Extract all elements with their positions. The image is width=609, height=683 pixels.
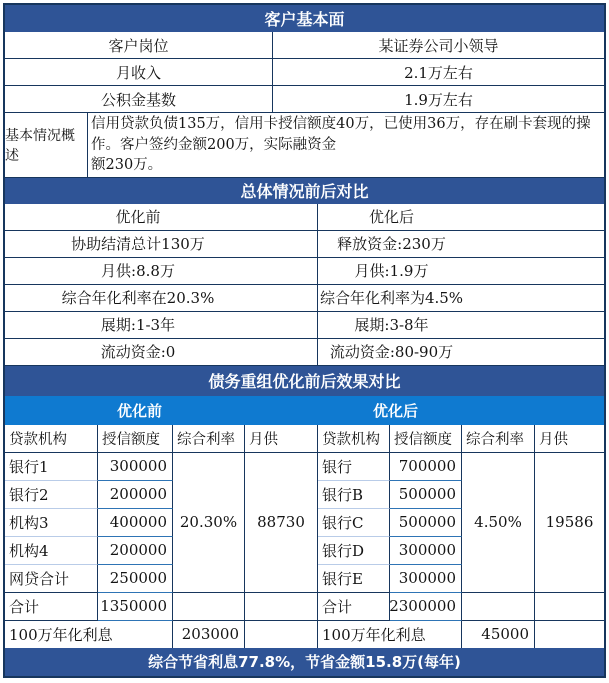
monthly-payment-before-value: 88730 xyxy=(245,453,318,593)
debt-subheader-row xyxy=(5,396,604,425)
report-table xyxy=(3,3,606,678)
total-label-before: 合计 xyxy=(5,593,98,621)
column-header-rate: 综合利率 xyxy=(173,425,245,453)
customer-role-value: 某证券公司小领导 xyxy=(273,32,604,59)
credit-amount: 700000 xyxy=(390,453,462,481)
table-row xyxy=(5,32,604,59)
overview-paragraph: 额230万。 xyxy=(91,157,163,173)
lender-name: 银行2 xyxy=(5,481,98,509)
debt-tables xyxy=(5,425,604,648)
credit-amount: 400000 xyxy=(98,509,173,537)
lender-name: 银行D xyxy=(318,537,390,565)
monthly-payment-after: 月供:1.9万 xyxy=(318,258,604,285)
section-header-customer-profile: 客户基本面 xyxy=(5,5,604,32)
term-before: 展期:1-3年 xyxy=(5,312,318,339)
lender-name: 银行E xyxy=(318,565,390,593)
overview-paragraph: 信用贷款负债135万，信用卡授信额度40万，已使用36万，存在刷卡套现的操作。客户签约金额200万，实际融资金 xyxy=(91,116,591,153)
lender-name: 银行B xyxy=(318,481,390,509)
empty-cell xyxy=(173,593,245,621)
empty-cell xyxy=(245,593,318,621)
released-funds-after: 释放资金:230万 xyxy=(318,231,604,258)
total-label-after: 合计 xyxy=(318,593,390,621)
term-after: 展期:3-8年 xyxy=(318,312,604,339)
interest-per-million-label-after: 100万年化利息 xyxy=(318,621,462,648)
overview-text xyxy=(88,113,604,178)
housing-fund-base-value: 1.9万左右 xyxy=(273,86,604,113)
combined-rate-before: 20.30% xyxy=(173,453,245,593)
table-row xyxy=(5,258,604,285)
lender-name: 银行C xyxy=(318,509,390,537)
customer-role-label: 客户岗位 xyxy=(5,32,273,59)
column-header-credit-limit: 授信额度 xyxy=(98,425,173,453)
annual-rate-after: 综合年化利率为4.5% xyxy=(318,285,604,312)
empty-cell xyxy=(245,621,318,648)
liquidity-before: 流动资金:0 xyxy=(5,339,318,366)
credit-amount: 300000 xyxy=(390,565,462,593)
table-row xyxy=(5,86,604,113)
section-header-overall-comparison: 总体情况前后对比 xyxy=(5,178,604,204)
empty-cell xyxy=(462,593,535,621)
housing-fund-base-label: 公积金基数 xyxy=(5,86,273,113)
column-header-credit-limit: 授信额度 xyxy=(390,425,462,453)
column-header-lender: 贷款机构 xyxy=(318,425,390,453)
lender-name: 机构4 xyxy=(5,537,98,565)
monthly-income-value: 2.1万左右 xyxy=(273,59,604,86)
interest-per-million-label-before: 100万年化利息 xyxy=(5,621,173,648)
table-row xyxy=(5,231,604,258)
monthly-income-label: 月收入 xyxy=(5,59,273,86)
debt-before-label: 优化前 xyxy=(116,401,162,420)
table-row xyxy=(5,204,604,231)
interest-per-million-before: 203000 xyxy=(173,621,245,648)
credit-amount: 200000 xyxy=(98,481,173,509)
credit-amount: 300000 xyxy=(390,537,462,565)
credit-amount: 500000 xyxy=(390,509,462,537)
section-header-debt-comparison: 债务重组优化前后效果对比 xyxy=(5,366,604,396)
combined-rate-after: 4.50% xyxy=(462,453,535,593)
after-column-header: 优化后 xyxy=(318,204,604,231)
empty-cell xyxy=(535,593,604,621)
before-column-header: 优化前 xyxy=(5,204,318,231)
total-amount-after: 2300000 xyxy=(390,593,462,621)
overview-row xyxy=(5,113,604,178)
savings-summary-footer: 综合节省利息77.8%，节省金额15.8万(每年) xyxy=(5,648,604,676)
annual-rate-before: 综合年化利率在20.3% xyxy=(5,285,318,312)
debt-after-label: 优化后 xyxy=(372,401,418,420)
empty-cell xyxy=(535,621,604,648)
lender-name: 银行 xyxy=(318,453,390,481)
credit-amount: 300000 xyxy=(98,453,173,481)
column-header-rate: 综合利率 xyxy=(462,425,535,453)
total-amount-before: 1350000 xyxy=(98,593,173,621)
lender-name: 银行1 xyxy=(5,453,98,481)
settled-total-before: 协助结清总计130万 xyxy=(5,231,318,258)
table-row xyxy=(5,339,604,366)
table-row xyxy=(5,59,604,86)
credit-amount: 500000 xyxy=(390,481,462,509)
overview-label: 基本情况概述 xyxy=(5,113,88,178)
table-row xyxy=(5,285,604,312)
column-header-monthly: 月供 xyxy=(535,425,604,453)
table-row xyxy=(5,312,604,339)
lender-name: 机构3 xyxy=(5,509,98,537)
lender-name: 网贷合计 xyxy=(5,565,98,593)
credit-amount: 200000 xyxy=(98,537,173,565)
column-header-lender: 贷款机构 xyxy=(5,425,98,453)
interest-per-million-after: 45000 xyxy=(462,621,535,648)
monthly-payment-before: 月供:8.8万 xyxy=(5,258,318,285)
liquidity-after: 流动资金:80-90万 xyxy=(318,339,604,366)
credit-amount: 250000 xyxy=(98,565,173,593)
column-header-monthly: 月供 xyxy=(245,425,318,453)
monthly-payment-after-value: 19586 xyxy=(535,453,604,593)
